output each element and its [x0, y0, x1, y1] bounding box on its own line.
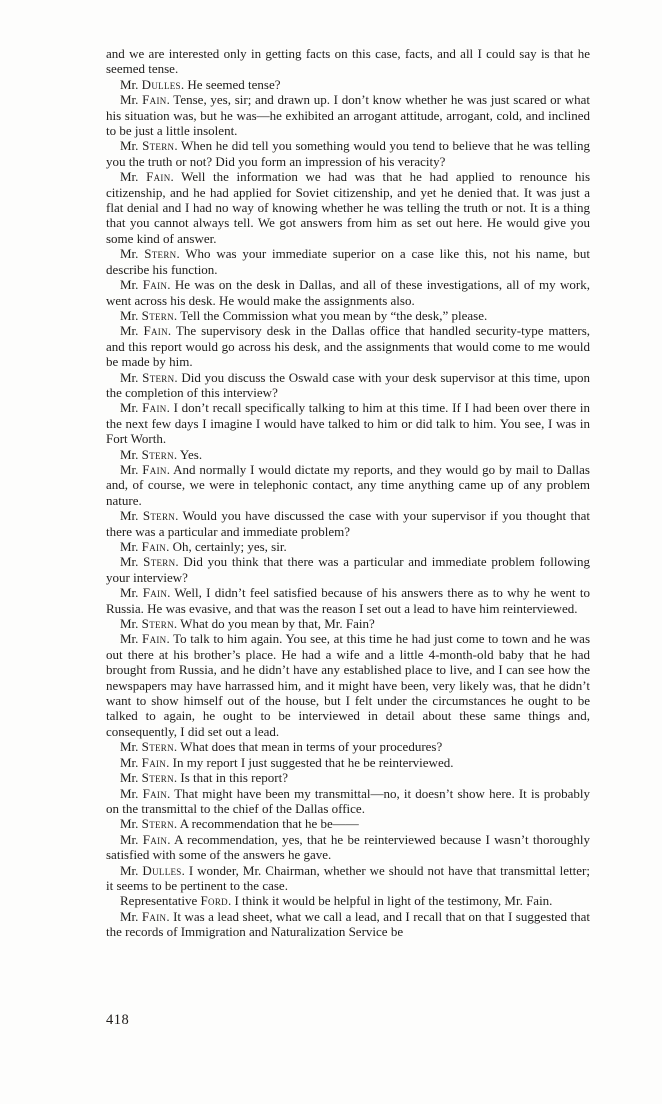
paragraph-text: Mr.: [120, 369, 143, 385]
paragraph: [106, 739, 590, 754]
paragraph-text: Mr.: [120, 554, 144, 570]
paragraph-text: . He seemed tense?: [180, 76, 281, 92]
paragraph-text: Mr.: [120, 461, 143, 477]
speaker-name: Stern: [142, 138, 175, 154]
paragraph-text: Mr.: [120, 92, 143, 108]
paragraph-text: Mr.: [120, 323, 144, 339]
paragraph-text: Mr.: [120, 631, 143, 647]
paragraph: [106, 323, 590, 369]
paragraph-text: Mr.: [120, 307, 142, 323]
paragraph-text: . Did you think that there was a particular and immediate problem following your interview?: [106, 554, 591, 585]
paragraph-text: . Who was your immediate superior on a case like this, not his name, but describe his function.: [106, 246, 591, 277]
paragraph-text: Mr.: [120, 138, 143, 154]
speaker-name: Fain: [141, 908, 167, 924]
speaker-name: Fain: [146, 169, 171, 185]
speaker-name: Stern: [141, 816, 174, 832]
speaker-name: Fain: [142, 585, 168, 601]
paragraph-text: Mr.: [120, 508, 143, 524]
paragraph-text: . Is that in this report?: [173, 770, 288, 786]
paragraph-text: Mr.: [120, 400, 143, 416]
speaker-name: Fain: [142, 831, 168, 847]
paragraph: [106, 631, 590, 739]
paragraph-text: . Yes.: [173, 446, 203, 462]
speaker-name: Stern: [142, 508, 176, 524]
page-number: 418: [106, 1012, 130, 1028]
speaker-name: Fain: [142, 631, 167, 647]
text-block: [106, 46, 590, 940]
paragraph-text: Mr.: [120, 862, 143, 878]
paragraph-text: . That might have been my transmittal—no, it doesn’t show here. It is probably on the transmittal to the chief of the Dallas office.: [106, 785, 590, 816]
paragraph-text: . He was on the desk in Dallas, and all of these investigations, all of my work, went across his desk. He would make the assignments also.: [106, 277, 590, 308]
paragraph: [106, 585, 590, 616]
paragraph-text: Mr.: [120, 785, 143, 801]
paragraph-text: . A recommendation, yes, that he be reinterviewed because I wasn’t thoroughly satisfied with some of the answers he gave.: [106, 831, 590, 863]
speaker-name: Stern: [141, 770, 174, 786]
paragraph: [106, 786, 590, 817]
speaker-name: Fain: [142, 92, 167, 108]
speaker-name: Fain: [143, 323, 168, 339]
paragraph-text: Mr.: [120, 908, 142, 924]
paragraph-text: . Did you discuss the Oswald case with your desk supervisor at this time, upon the completion of this interview?: [106, 369, 591, 400]
speaker-name: Stern: [143, 554, 176, 570]
paragraph: [106, 138, 590, 169]
paragraph: [106, 46, 590, 77]
paragraph-text: Representative: [120, 893, 201, 909]
paragraph-text: . What do you mean by that, Mr. Fain?: [173, 616, 375, 632]
paragraph-text: Mr.: [120, 169, 147, 185]
speaker-name: Stern: [144, 246, 177, 262]
paragraph-text: . Well the information we had was that he had applied to renounce his citizenship, and he had applied for Soviet citizenship, and yet he denied that. It was just a flat denial and I had no way of knowing whether he was telling the truth or not. It is a thing that you cannot always tell. We got answers from him as set out here. He would give you some kind of answer.: [106, 169, 590, 246]
paragraph-text: . In my report I just suggested that he be reinterviewed.: [166, 754, 454, 770]
paragraph-text: . I wonder, Mr. Chairman, whether we should not have that transmittal letter; it seems to be pertinent to the case.: [106, 862, 590, 893]
paragraph: [106, 169, 590, 246]
paragraph-text: . When he did tell you something would you tend to believe that he was telling you the truth or not? Did you form an impression of his veracity?: [106, 138, 591, 169]
paragraph: [106, 277, 590, 308]
paragraph-text: Mr.: [120, 739, 142, 755]
speaker-name: Fain: [142, 785, 168, 801]
paragraph: [106, 893, 590, 908]
paragraph-text: . The supervisory desk in the Dallas office that handled security-type matters, and this report would go across his desk, and the assignments that would come to me would be made by him.: [106, 323, 591, 370]
paragraph: [106, 770, 590, 785]
paragraph: [106, 539, 590, 554]
paragraph-text: and we are interested only in getting facts on this case, facts, and all I could say is that he seemed tense.: [106, 46, 590, 77]
paragraph-text: . I don’t recall specifically talking to him at this time. If I had been over there in the next few days I imagine I would have talked to him or did talk to him. You see, I was in Fort Worth.: [106, 400, 591, 447]
paragraph-text: . Would you have discussed the case with your supervisor if you thought that there was a particular and immediate problem?: [106, 508, 591, 539]
paragraph-text: Mr.: [120, 539, 142, 554]
paragraph: [106, 616, 590, 631]
paragraph-text: Mr.: [120, 616, 142, 632]
paragraph: [106, 508, 590, 539]
paragraph-text: Mr.: [120, 770, 142, 786]
paragraph-text: . Well, I didn’t feel satisfied because of his answers there as to why he went to Russia. He was evasive, and that was the reason I set out a lead to have him reinterviewed.: [106, 585, 590, 616]
speaker-name: Stern: [141, 446, 174, 462]
paragraph: [106, 308, 590, 323]
paragraph-text: Mr.: [120, 246, 145, 262]
paragraph: [106, 77, 590, 92]
paragraph-text: . A recommendation that he be——: [173, 816, 359, 832]
speaker-name: Stern: [141, 739, 174, 755]
speaker-name: Dulles: [142, 862, 182, 878]
paragraph: [106, 816, 590, 831]
paragraph-text: . It was a lead sheet, what we call a lead, and I recall that on that I suggested that the records of Immigration and Naturalization Service be: [106, 908, 591, 940]
paragraph-text: . I think it would be helpful in light of the testimony, Mr. Fain.: [227, 893, 553, 909]
speaker-name: Fain: [142, 461, 167, 477]
paragraph-text: . Oh, certainly; yes, sir.: [166, 539, 287, 554]
speaker-name: Ford: [200, 893, 228, 909]
speaker-name: Fain: [141, 754, 167, 770]
speaker-name: Stern: [141, 307, 174, 323]
paragraph: [106, 92, 590, 138]
paragraph: [106, 447, 590, 462]
paragraph: [106, 909, 590, 940]
speaker-name: Fain: [142, 277, 168, 293]
paragraph-text: . Tell the Commission what you mean by “the desk,” please.: [173, 307, 488, 323]
paragraph: [106, 246, 590, 277]
speaker-name: Stern: [142, 369, 175, 385]
speaker-name: Dulles: [141, 76, 181, 92]
paragraph-text: . And normally I would dictate my reports, and they would go by mail to Dallas and, of course, we were in telephonic contact, any time anything came up of any problem nature.: [106, 461, 590, 508]
speaker-name: Fain: [142, 400, 167, 416]
paragraph-text: Mr.: [120, 754, 142, 770]
paragraph-text: . Tense, yes, sir; and drawn up. I don’t know whether he was just scared or what his situation was, but he was—he exhibited an arrogant attitude, arrogant, cold, and inclined to be just a little insolent.: [106, 92, 590, 139]
paragraph: [106, 863, 590, 894]
speaker-name: Fain: [141, 539, 167, 554]
speaker-name: Stern: [141, 616, 174, 632]
paragraph-text: Mr.: [120, 76, 142, 92]
paragraph-text: Mr.: [120, 585, 143, 601]
paragraph-text: . To talk to him again. You see, at this time he had just come to town and he was out there at his brother’s place. He had a wife and a little 4-month-old baby that he had brought from Russia, and he didn’t have any established place to live, and I can see how the newspapers may have harrassed him, and it might have been, very likely was, that he didn’t want to show himself out of the house, but I felt under the circumstances he ought to be talked to again, he ought to be interviewed in detail about these same things and, consequently, I did set out a lead.: [106, 631, 590, 739]
paragraph: [106, 832, 590, 863]
paragraph-text: Mr.: [120, 816, 142, 832]
paragraph: [106, 554, 590, 585]
paragraph-text: Mr.: [120, 831, 143, 847]
paragraph: [106, 370, 590, 401]
paragraph-text: Mr.: [120, 446, 142, 462]
paragraph: [106, 755, 590, 770]
paragraph-text: . What does that mean in terms of your procedures?: [173, 739, 443, 755]
paragraph-text: Mr.: [120, 277, 143, 293]
paragraph: [106, 400, 590, 446]
paragraph: [106, 462, 590, 508]
